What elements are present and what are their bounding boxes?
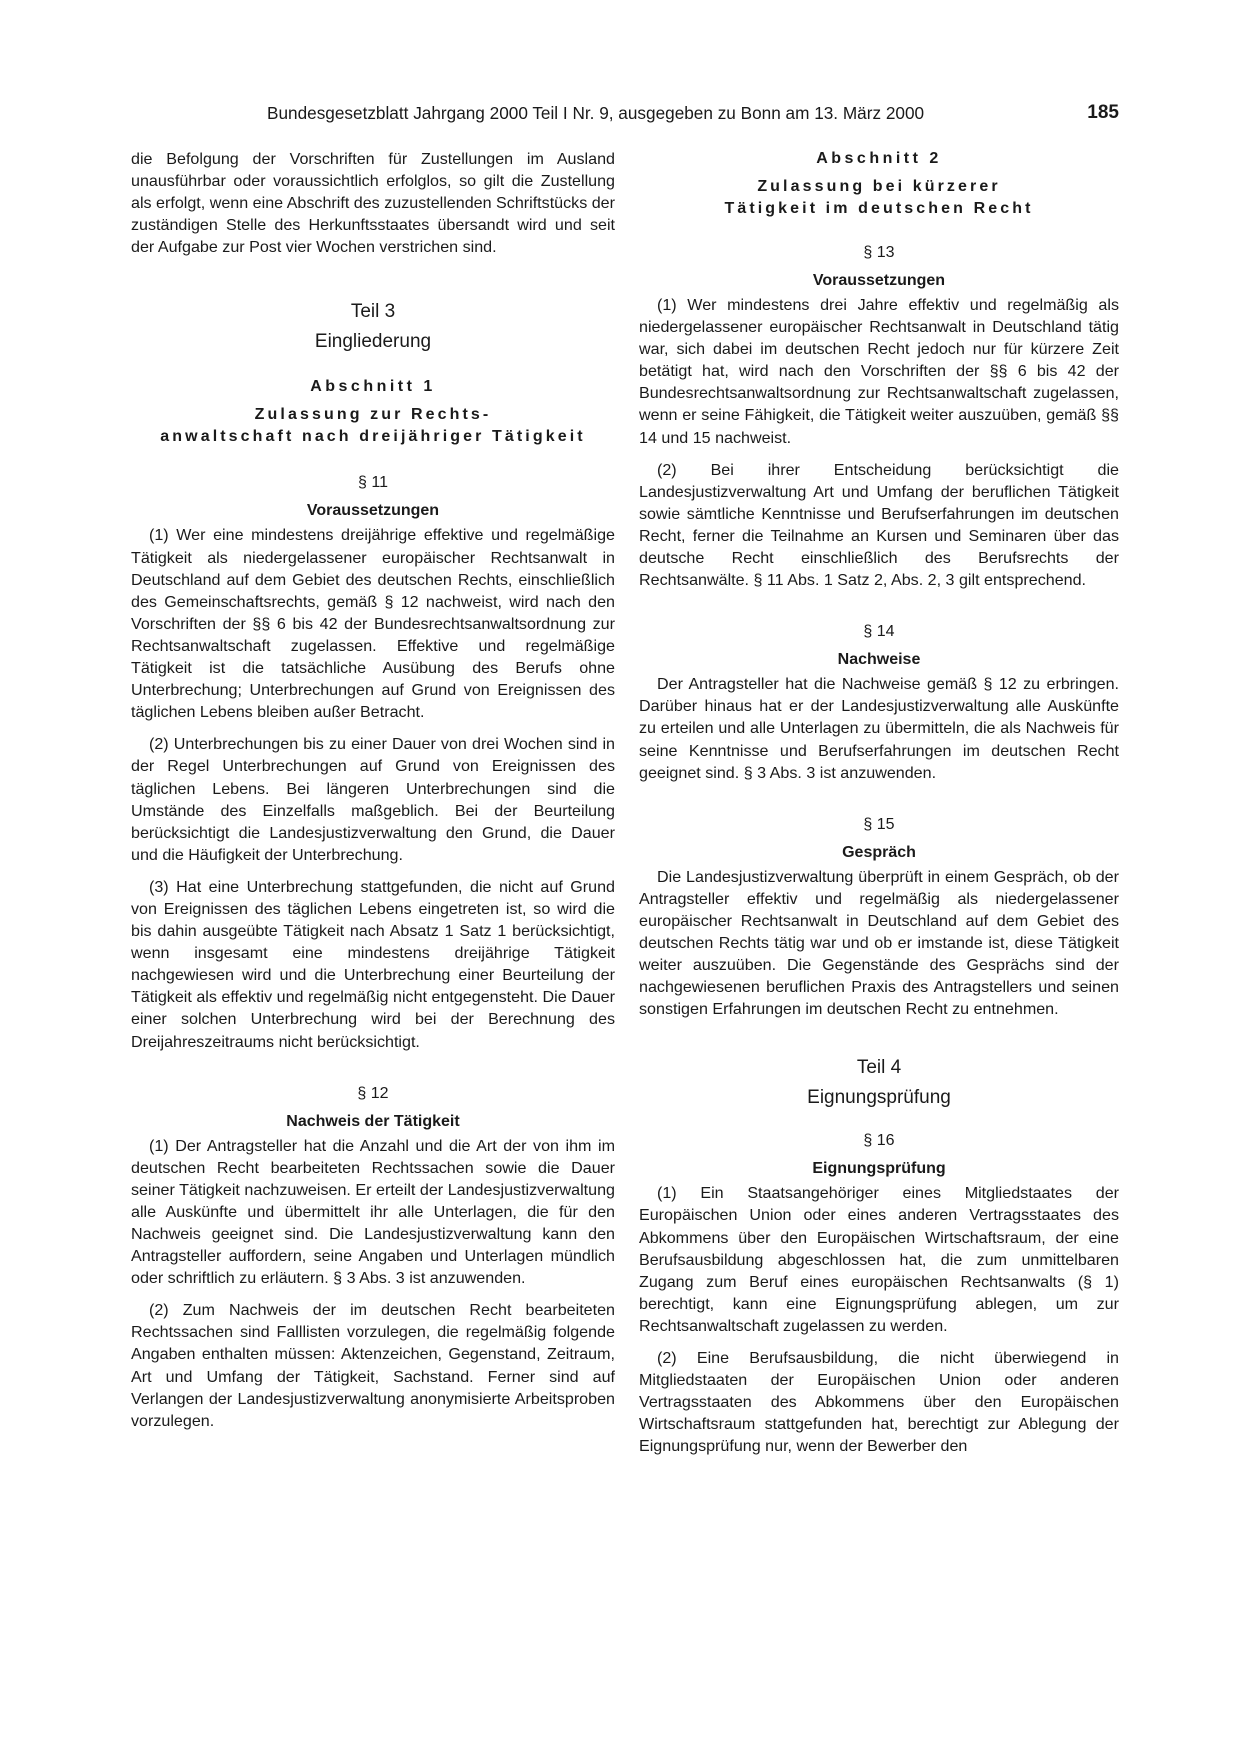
section-title-line-2: Tätigkeit im deutschen Recht [724,200,1034,217]
paragraph-number: § 14 [863,623,895,641]
gazette-header-title: Bundesgesetzblatt Jahrgang 2000 Teil I Nr. 9, ausgegeben zu Bonn am 13. März 2000 [267,103,925,123]
paragraph-title: Nachweise [837,651,921,669]
left-column [131,148,615,1432]
part-title: Eignungsprüfung [807,1087,951,1109]
subsection-text: (2) Bei ihrer Entscheidung berücksichtigt die Landesjustizverwaltung Art und Umfang der beruflichen Tätigkeit sowie sämtliche Kenntnisse und Berufserfahrungen im deutschen Recht, ferner die Teilnahme an Kursen und Seminaren über das deutsche Recht einschließlich des Berufsrechts der Rechtsanwälte. § 11 Abs. 1 Satz 2, Abs. 2, 3 gilt entsprechend. [639,460,1119,590]
paragraph-title: Gespräch [842,843,916,861]
paragraph-title: Voraussetzungen [812,272,946,289]
section-heading: Abschnitt 1 [310,378,436,396]
paragraph-number: § 11 [358,474,388,492]
paragraph-number: § 13 [863,244,895,261]
section-heading: Abschnitt 2 [816,150,942,167]
continued-paragraph: die Befolgung der Vorschriften für Zustellungen im Ausland unausführbar oder voraussichtlich erfolglos, so gilt die Zustellung als erfolgt, wenn eine Abschrift des zuzustellenden Schriftstücks der zuständigen Stelle des Herkunftsstaates übersandt wird und seit der Aufgabe zur Post vier Wochen verstrichen sind. [131,150,615,257]
subsection-text: Die Landesjustizverwaltung überprüft in einem Gespräch, ob der Antragsteller effektiv und regelmäßig als niedergelassener europäischer Rechtsanwalt in Deutschland auf dem Gebiet des deutschen Rechts tätig war und ob er imstande ist, diese Tätigkeit weiter auszuüben. Die Gegenstände des Gesprächs sind der nachgewiesenen beruflichen Praxis des Antragstellers und seinen sonstigen Erfahrungen im deutschen Recht zu entnehmen. [639,867,1119,1019]
subsection-text: Der Antragsteller hat die Nachweise gemäß § 12 zu erbringen. Darüber hinaus hat er der Landesjustizverwaltung alle Auskünfte zu erteilen und alle Unterlagen zu übermitteln, die als Nachweis für seine Kenntnisse und Berufserfahrungen im deutschen Recht geeignet sind. § 3 Abs. 3 ist anzuwenden. [639,675,1119,782]
page-header [131,100,1119,126]
subsection-text: (2) Zum Nachweis der im deutschen Recht bearbeiteten Rechtssachen sind Falllisten vorzulegen, die regelmäßig folgende Angaben enthalten müssen: Aktenzeichen, Gegenstand, Zeitraum, Art und Umfang der Tätigkeit, Sachstand. Ferner sind auf Verlangen der Landesjustizverwaltung anonymisierte Arbeitsproben vorzulegen. [131,1301,615,1430]
subsection-text: (1) Der Antragsteller hat die Anzahl und die Art der von ihm im deutschen Recht bearbeiteten Rechtssachen sowie die Dauer seiner Tätigkeit nachzuweisen. Er erteilt der Landesjustizverwaltung alle Auskünfte und übermittelt ihr alle Unterlagen, die für den Nachweis geeignet sind. Die Landesjustizverwaltung kann den Antragsteller auffordern, seine Angaben und Unterlagen mündlich oder schriftlich zu erläutern. § 3 Abs. 3 ist anzuwenden. [131,1136,615,1288]
subsection-text: (2) Eine Berufsausbildung, die nicht überwiegend in Mitgliedstaaten der Europäischen Union oder anderen Vertragsstaaten des Abkommens über den Europäischen Wirtschaftsraum stattgefunden hat, berechtigt zur Ablegung der Eignungsprüfung nur, wenn der Bewerber den [639,1349,1119,1456]
page-number: 185 [1087,102,1119,123]
paragraph-number: § 15 [863,815,895,833]
part-title: Eingliederung [314,331,432,353]
section-title-line-1: Zulassung zur Rechts- [254,406,492,424]
section-title-line-2: anwaltschaft nach dreijähriger Tätigkeit [160,428,586,446]
section-title-line-1: Zulassung bei kürzerer [757,178,1001,195]
subsection-text: (1) Wer mindestens drei Jahre effektiv und regelmäßig als niedergelassener europäischer Rechtsanwalt in Deutschland tätig war, sich dabei im deutschen Recht jedoch nur für kürzere Zeit betätigt hat, wird nach den Vorschriften der §§ 6 bis 42 der Bundesrechtsanwaltsordnung zur Rechtsanwaltschaft zugelassen, wenn er seine Fähigkeit, die Tätigkeit weiter auszuüben, gemäß §§ 14 und 15 nachweist. [639,296,1119,447]
paragraph-title: Eignungsprüfung [812,1160,946,1178]
right-column [639,148,1119,1457]
paragraph-number: § 12 [357,1084,389,1102]
paragraph-title: Nachweis der Tätigkeit [286,1112,460,1130]
part-heading: Teil 4 [856,1057,902,1079]
subsection-text: (3) Hat eine Unterbrechung stattgefunden, die nicht auf Grund von Ereignissen des täglichen Lebens eingetreten ist, so wird die bis dahin ausgeübte Tätigkeit nach Absatz 1 Satz 1 berücksichtigt, wenn insgesamt eine mindestens dreijährige Tätigkeit nachgewiesen wird und die Unterbrechung einer Beurteilung der Tätigkeit als effektiv und regelmäßig nicht entgegensteht. Die Dauer einer solchen Unterbrechung wird bei der Berechnung des Dreijahreszeitraums nicht berücksichtigt. [131,877,615,1051]
part-heading: Teil 3 [350,301,396,323]
subsection-text: (1) Ein Staatsangehöriger eines Mitgliedstaates der Europäischen Union oder eines anderen Vertragsstaates des Abkommens über den Europäischen Wirtschaftsraum, der eine Berufsausbildung abgeschlossen hat, die zum unmittelbaren Zugang zum Beruf eines europäischen Rechtsanwalts (§ 1) berechtigt, kann eine Eignungsprüfung ablegen, um zur Rechtsanwaltschaft zugelassen zu werden. [639,1184,1119,1335]
subsection-text: (2) Unterbrechungen bis zu einer Dauer von drei Wochen sind in der Regel Unterbrechungen auf Grund von Ereignissen des täglichen Lebens. Bei längeren Unterbrechungen sind die Umstände des Einzelfalls maßgeblich. Bei der Beurteilung berücksichtigt die Landesjustizverwaltung den Grund, die Dauer und die Häufigkeit der Unterbrechung. [131,735,615,864]
subsection-text: (1) Wer eine mindestens dreijährige effektive und regelmäßige Tätigkeit als niedergelassener europäischer Rechtsanwalt in Deutschland auf dem Gebiet des deutschen Rechts, einschließlich des Gemeinschaftsrechts, gemäß § 12 nachweist, wird nach den Vorschriften der §§ 6 bis 42 der Bundesrechtsanwaltsordnung zur Rechtsanwaltschaft zugelassen. Effektive und regelmäßige Tätigkeit ist die tatsächliche Ausübung des Berufs ohne Unterbrechung; Unterbrechungen auf Grund von Ereignissen des täglichen Lebens bleiben außer Betracht. [131,526,615,722]
paragraph-title: Voraussetzungen [306,502,440,520]
paragraph-number: § 16 [863,1132,895,1150]
